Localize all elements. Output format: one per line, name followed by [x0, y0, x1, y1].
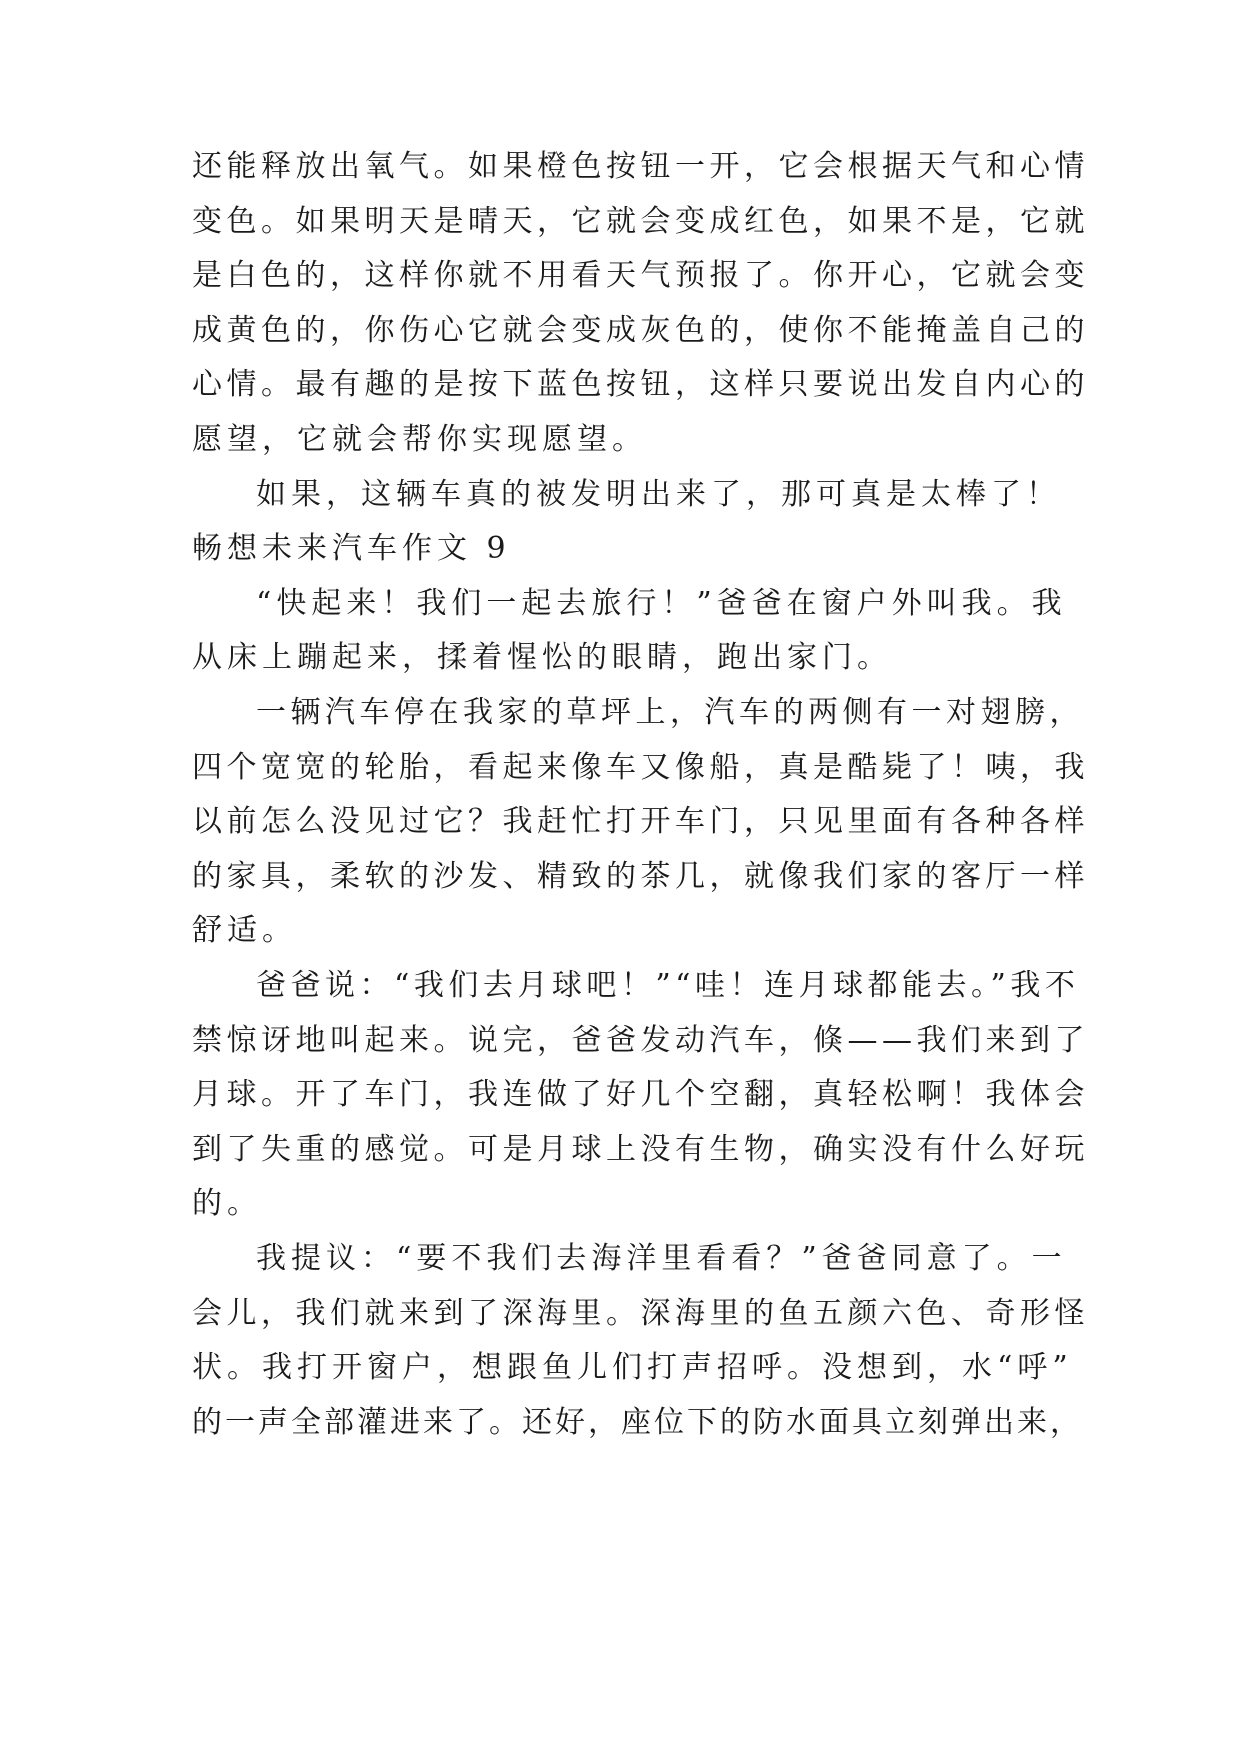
- text-line: “快起来！我们一起去旅行！”爸爸在窗户外叫我。我: [256, 585, 1067, 621]
- text-line: 禁惊讶地叫起来。说完，爸爸发动汽车，倏——我们来到了: [192, 1022, 1089, 1058]
- text-line: 畅想未来汽车作文 9: [192, 531, 511, 567]
- text-line: 愿望，它就会帮你实现愿望。: [192, 422, 647, 457]
- text-line: 成黄色的，你伤心它就会变成灰色的，使你不能掩盖自己的: [192, 312, 1089, 348]
- text-line: 会儿，我们就来到了深海里。深海里的鱼五颜六色、奇形怪: [192, 1295, 1089, 1331]
- text-line: 还能释放出氧气。如果橙色按钮一开，它会根据天气和心情: [192, 149, 1089, 184]
- text-line: 是白色的，这样你就不用看天气预报了。你开心，它就会变: [192, 258, 1089, 294]
- text-line: 的。: [192, 1186, 262, 1222]
- text-line: 如果，这辆车真的被发明出来了，那可真是太棒了！: [256, 476, 1061, 512]
- text-line: 一辆汽车停在我家的草坪上，汽车的两侧有一对翅膀，: [256, 695, 1084, 730]
- text-line: 变色。如果明天是晴天，它就会变成红色，如果不是，它就: [192, 203, 1089, 239]
- text-line: 从床上蹦起来，揉着惺忪的眼睛，跑出家门。: [192, 640, 892, 676]
- text-line: 月球。开了车门，我连做了好几个空翻，真轻松啊！我体会: [192, 1077, 1089, 1113]
- text-line: 的一声全部灌进来了。还好，座位下的防水面具立刻弹出来，: [192, 1404, 1083, 1440]
- text-line: 的家具，柔软的沙发、精致的茶几，就像我们家的客厅一样: [192, 858, 1089, 894]
- text-line: 舒适。: [192, 913, 297, 949]
- text-line: 我提议：“要不我们去海洋里看看？”爸爸同意了。一: [256, 1241, 1067, 1276]
- text-line: 四个宽宽的轮胎，看起来像车又像船，真是酷毙了！咦，我: [192, 749, 1089, 785]
- text-line: 到了失重的感觉。可是月球上没有生物，确实没有什么好玩: [192, 1131, 1089, 1167]
- text-line: 以前怎么没见过它？我赶忙打开车门，只见里面有各种各样: [192, 804, 1089, 840]
- text-line: 状。我打开窗户，想跟鱼儿们打声招呼。没想到，水“呼”: [192, 1350, 1073, 1386]
- text-line: 心情。最有趣的是按下蓝色按钮，这样只要说出发自内心的: [192, 367, 1089, 403]
- text-line: 爸爸说：“我们去月球吧！”“哇！连月球都能去。”我不: [256, 968, 1080, 1003]
